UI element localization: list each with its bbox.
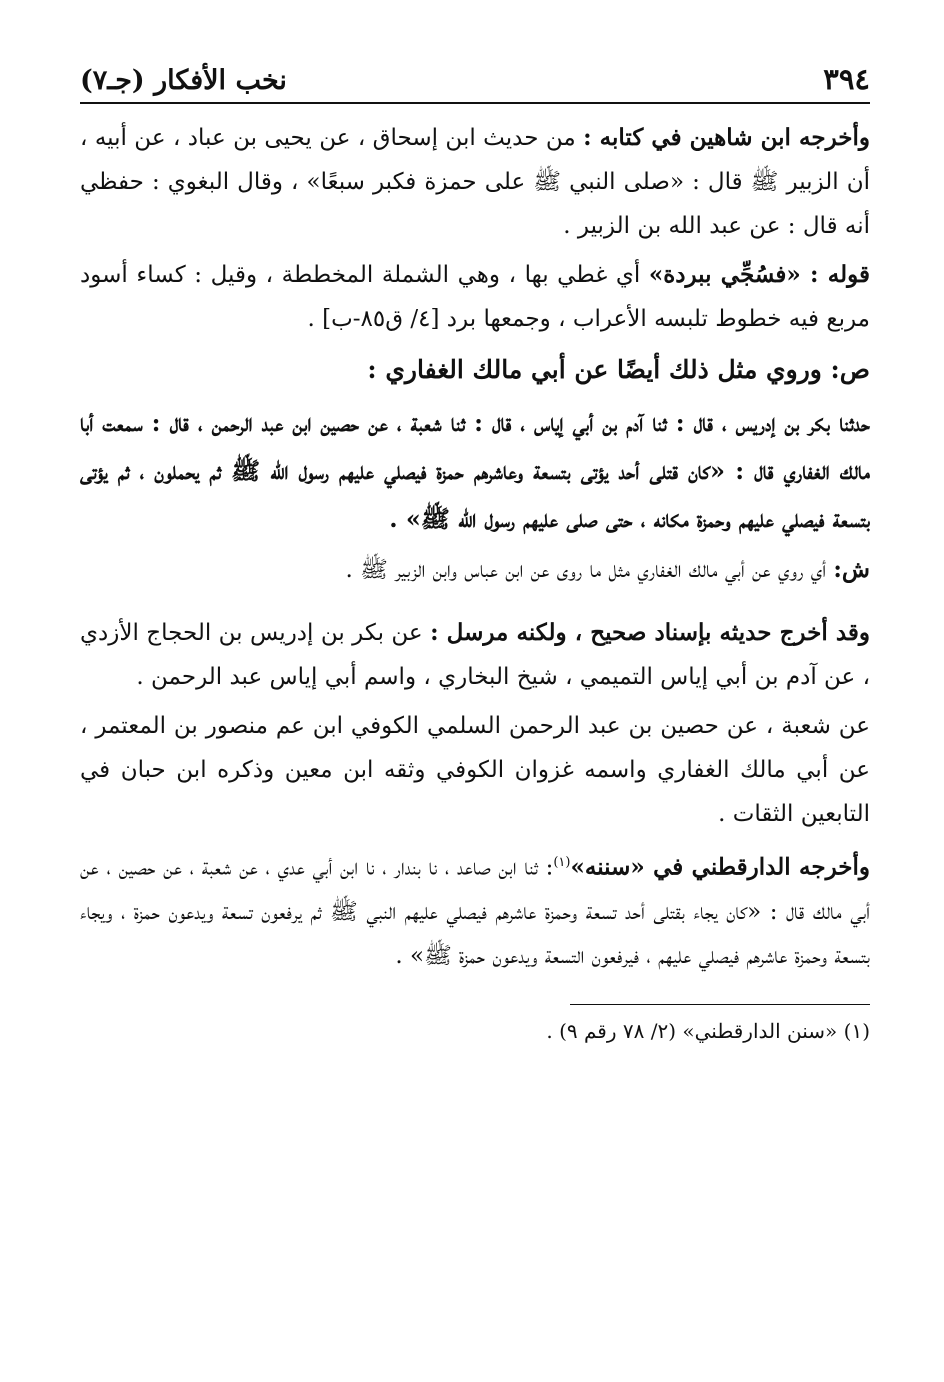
section-heading-sad: ص: وروي مثل ذلك أيضًا عن أبي مالك الغفاري : <box>367 355 870 384</box>
paragraph-ibn-shahin: وأخرجه ابن شاهين في كتابه : من حديث ابن إسحاق ، عن يحيى بن عباد ، عن أبيه ، أن الزبير ﷺ قال : «صلى النبي ﷺ على حمزة فكبر سبعًا» ، وقال البغوي : حفظي أنه قال : عن عبد الله بن الزبير . <box>80 124 871 239</box>
paragraph-qawluhu: قوله : «فسُجِّي ببردة» أي غطي بها ، وهي الشملة المخططة ، وقيل : كساء أسود مربع فيه خطوط تلبسه الأعراب ، وجمعها برد [٤/ ق٨٥-ب] . <box>80 261 870 332</box>
hadith-text: حدثنا بكر بن إدريس ، قال : ثنا آدم بن أبي إياس ، قال : ثنا شعبة ، عن حصين ابن عبد الرحمن ، قال : سمعت أبا مالك الغفاري قال : «كان قتلى أحد يؤتى بتسعة وعاشرهم حمزة فيصلي عليهم رسول الله ﷺ ثم يحملون ، ثم يؤتى بتسعة فيصلي عليهم وحمزة مكانه ، حتى صلى عليهم رسول الله ﷺ» . <box>80 408 870 533</box>
spacer <box>80 597 870 611</box>
book-page <box>80 62 870 1049</box>
footnote-divider <box>570 1004 870 1005</box>
paragraph-daraqutni: وأخرجه الدارقطني في «سننه»$^{(١)}$: ثنا ابن صاعد ، نا بندار ، نا ابن أبي عدي ، عن شعبة ، عن حصين ، عن أبي مالك قال : «كان يجاء بقتلى أحد تسعة وحمزة عاشرهم فيصلي عليهم النبي ﷺ ثم يرفعون تسعة ويدعون حمزة ، ويجاء بتسعة وحمزة عاشرهم فيصلي عليهم ، فيرفعون التسعة ويدعون حمزة ﷺ» . <box>80 853 870 969</box>
paragraph-isnad: وقد أخرج حديثه بإسناد صحيح ، ولكنه مرسل : عن بكر بن إدريس بن الحجاج الأزدي ، عن آدم بن أبي إياس التميمي ، شيخ البخاري ، واسم أبي إياس عبد الرحمن . <box>80 619 871 690</box>
page-number: ٣٩٤ <box>823 62 870 96</box>
paragraph-narrators: عن شعبة ، عن حصين بن عبد الرحمن السلمي الكوفي ابن عم منصور بن المعتمر ، عن أبي مالك الغفاري واسمه غزوان الكوفي وثقه ابن معين وذكره ابن حبان في التابعين الثقات . <box>80 713 870 827</box>
footnote: (١) «سنن الدارقطني» (٢/ ٧٨ رقم ٩) . <box>546 1018 870 1043</box>
page-content <box>80 116 870 978</box>
footnote-marker[interactable]: (١) <box>553 855 571 870</box>
page-header <box>80 62 870 104</box>
book-title: نخب الأفكار (جـ٧) <box>80 65 287 96</box>
paragraph-sharh: ش: أي روي عن أبي مالك الغفاري مثل ما روى عن ابن عباس وابن الزبير ﷺ . <box>345 556 870 583</box>
